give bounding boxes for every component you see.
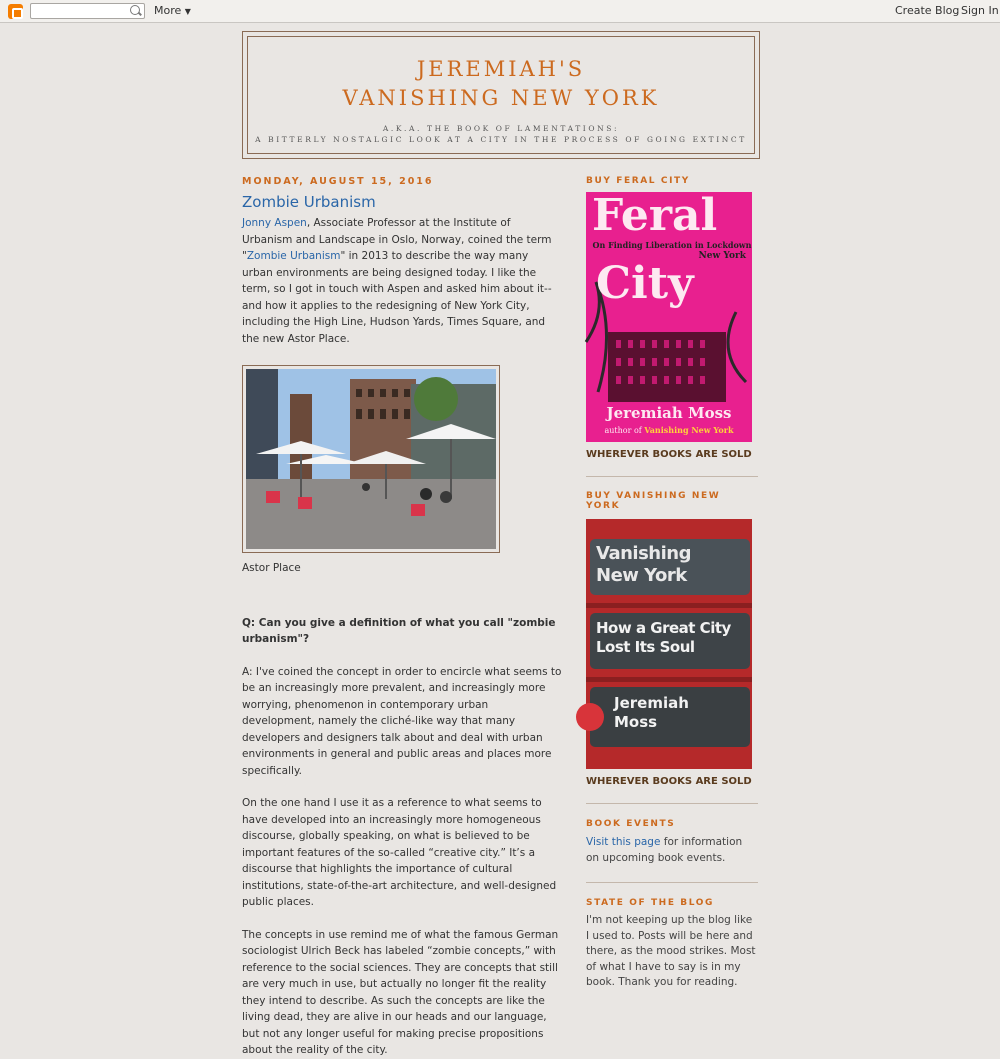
blog-title[interactable]	[248, 55, 754, 113]
search-input[interactable]	[30, 3, 145, 19]
caret-down-icon: ▼	[184, 7, 191, 16]
vny-availability: WHEREVER BOOKS ARE SOLD	[586, 776, 752, 787]
blogger-logo-icon[interactable]	[8, 4, 23, 19]
zombie-urbanism-link[interactable]: Zombie Urbanism	[246, 250, 341, 262]
post-title[interactable]: Zombie Urbanism	[242, 193, 376, 211]
feral-city-availability: WHEREVER BOOKS ARE SOLD	[586, 449, 752, 460]
feral-city-book-cover[interactable]	[586, 192, 752, 442]
widget-title-feral-city: BUY FERAL CITY	[586, 176, 690, 186]
blogger-navbar	[0, 0, 1000, 23]
jonny-aspen-link[interactable]: Jonny Aspen	[242, 217, 307, 229]
more-menu-button[interactable]	[154, 4, 191, 17]
book-events-text	[586, 835, 758, 866]
answer-paragraph-2: On the one hand I use it as a reference to what seems to have developed into an increasingly more homogeneous discourse, globally speaking, on what is believed to be important features of the so-called “creative city.” It’s a discourse that highlights the importance of cultural institutions, state-of-the-art architecture, and well-designed public places.	[242, 797, 557, 908]
post-intro	[242, 215, 562, 347]
feral-cover-subtitle-2: New York	[698, 251, 746, 261]
astor-place-photo[interactable]	[246, 369, 496, 549]
search-icon[interactable]	[130, 5, 140, 15]
book-events-description: for information on upcoming book events.	[586, 836, 743, 864]
vny-cover-title-2: New York	[596, 565, 687, 586]
blog-title-line2[interactable]: VANISHING NEW YORK	[342, 86, 660, 110]
book-events-link[interactable]: Visit this page	[586, 836, 661, 848]
state-of-blog-text: I'm not keeping up the blog like I used to. Posts will be here and there, as the mood strikes. Most of what I have to say is in my book. Thank you for reading.	[586, 914, 756, 988]
astor-place-photo-frame	[242, 365, 500, 553]
feral-cover-title-2: City	[596, 258, 694, 309]
main-column	[242, 176, 562, 1059]
feral-cover-title-1: Feral	[592, 190, 718, 241]
intro-text-1: , Associate Professor at the Institute of Urbanism and Landscape in Oslo, Norway, coined the term "	[242, 217, 552, 262]
photo-caption: Astor Place	[242, 562, 301, 574]
vny-cover-author-2: Moss	[614, 713, 658, 731]
sign-in-link[interactable]: Sign In	[961, 4, 999, 17]
blog-header	[242, 31, 760, 159]
post-body	[242, 215, 562, 1059]
vny-cover-subtitle-2: Lost Its Soul	[596, 638, 695, 656]
widget-title-vanishing-new-york: BUY VANISHING NEW YORK	[586, 491, 721, 511]
feral-cover-author-note-book: Vanishing New York	[644, 425, 734, 435]
answer-paragraph-3: The concepts in use remind me of what the famous German sociologist Ulrich Beck has labeled “zombie concepts,” with reference to the social sciences. They are concepts that still are very much in use, but actually no longer fit the reality they intend to describe. As such the concepts are like the living dead, they are alive in our heads and our language, but not any longer useful for making precise propositions about the reality of the city.	[242, 928, 559, 1056]
feral-cover-subtitle-1: On Finding Liberation in Lockdown	[592, 240, 752, 250]
vny-cover-title-1: Vanishing	[596, 543, 691, 564]
vny-cover-subtitle-1: How a Great City	[596, 619, 731, 637]
sidebar-divider	[586, 882, 758, 883]
astor-place-photo-image	[246, 369, 496, 549]
create-blog-link[interactable]: Create Blog	[895, 4, 960, 17]
sidebar-divider	[586, 476, 758, 477]
blog-header-inner	[247, 36, 755, 154]
more-label: More	[154, 4, 182, 17]
blog-description	[248, 123, 754, 145]
blog-description-line1: A.K.A. THE BOOK OF LAMENTATIONS:	[382, 124, 620, 133]
sidebar	[586, 176, 758, 991]
post-date: MONDAY, AUGUST 15, 2016	[242, 176, 434, 187]
feral-cover-author-note	[586, 425, 752, 435]
vny-cover-author-1: Jeremiah	[614, 694, 689, 712]
widget-title-state-of-blog: STATE OF THE BLOG	[586, 898, 715, 908]
blog-description-line2: A BITTERLY NOSTALGIC LOOK AT A CITY IN THE PROCESS OF GOING EXTINCT	[255, 135, 747, 144]
answer-paragraph-1: A: I've coined the concept in order to encircle what seems to be an increasingly more prevalent, and increasingly more worrying, phenomenon in contemporary urban development, namely the cliché-like way that many developers and designers talk about and deal with urban environments in general and public areas and places more specifically.	[242, 665, 562, 777]
feral-cover-author: Jeremiah Moss	[606, 404, 732, 422]
sidebar-divider	[586, 803, 758, 804]
question-1: Q: Can you give a definition of what you call "zombie urbanism"?	[242, 616, 556, 645]
feral-cover-author-note-prefix: author of	[604, 426, 645, 435]
blog-title-line1[interactable]: JEREMIAH'S	[416, 57, 586, 81]
widget-title-book-events: BOOK EVENTS	[586, 819, 676, 829]
intro-text-2: " in 2013 to describe the way many urban environments are being designed today. I like the term, so I got in touch with Aspen and asked him about it--and how it applies to the redesigning of New York City, including the High Line, Hudson Yards, Times Square, and the new Astor Place.	[242, 250, 552, 345]
vanishing-new-york-book-cover[interactable]	[586, 519, 752, 769]
